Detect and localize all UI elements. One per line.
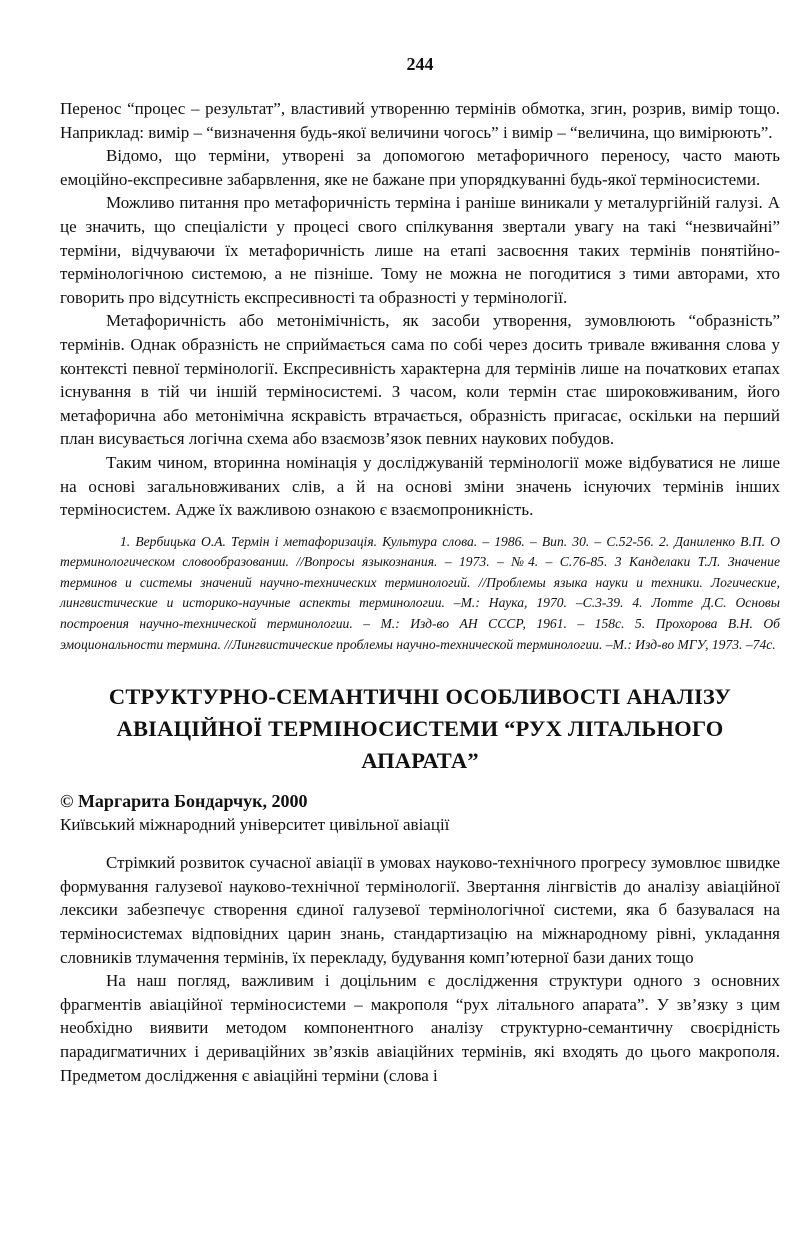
- article-title: СТРУКТУРНО-СЕМАНТИЧНІ ОСОБЛИВОСТІ АНАЛІЗУ АВІАЦІЙНОЇ ТЕРМІНОСИСТЕМИ “РУХ ЛІТАЛЬНОГО АПАРАТА”: [108, 684, 732, 774]
- article-body: [60, 851, 780, 1087]
- page-number: 244: [406, 54, 434, 74]
- paragraph: Можливо питання про метафоричність терміна і раніше виникали у металургійній галузі. А це значить, що спеціалісти у процесі свого спілкування звертали увагу на такі “незвичайні” терміни, відчуваючи їх метафоричність лише на етапі засвоєння таких термінів понятійно-термінологічною системою, а не пізніше. Тому не можна не погодитися з тими авторами, хто говорить про відсутність експресивності та образності у термінології.: [60, 193, 780, 307]
- author: © Маргарита Бондарчук, 2000: [60, 791, 308, 812]
- paragraph: Відомо, що терміни, утворені за допомогою метафоричного переносу, часто мають емоційно-експресивне забарвлення, яке не бажане при упорядкуванні будь-якої терміносистеми.: [60, 146, 780, 189]
- paragraph: Перенос “процес – результат”, властивий утворенню термінів обмотка, згин, розрив, вимір тощо. Наприклад: вимір – “визначення будь-якої величини чогось” і вимір – “величина, що вимірюють”.: [60, 99, 780, 142]
- affiliation: Київський міжнародний університет цивільної авіації: [60, 815, 450, 835]
- page: [60, 54, 780, 1087]
- paragraph: Стрімкий розвиток сучасної авіації в умовах науково-технічного прогресу зумовлює швидке формування галузевої науково-технічної термінології. Звертання лінгвістів до аналізу авіаційної лексики забезпечує створення єдиної галузевої термінологічної системи, яка б базувалася на терміносистемах відповідних царин знань, стандартизацію на міжнародному рівні, укладання словників тлумачення термінів, їх перекладу, будування комп’ютерної бази даних тощо: [60, 853, 780, 967]
- paragraph: Таким чином, вторинна номінація у досліджуваній термінології може відбуватися не лише на основі загальновживаних слів, а й на основі зміни значень існуючих термінів інших терміносистем. Адже їх важливою ознакою є взаємопроникність.: [60, 452, 780, 520]
- paragraph: На наш погляд, важливим і доцільним є дослідження структури одного з основних фрагментів авіаційної терміносистеми – макрополя “рух літального апарата”. У зв’язку з цим необхідно виявити методом компонентного аналізу структурно-семантичну своєрідність парадигматичних і дериваційних зв’язків авіаційних термінів, які входять до цього макрополя. Предметом дослідження є авіаційні терміни (слова і: [60, 971, 780, 1085]
- references: 1. Вербицька О.А. Термін і метафоризація. Культура слова. – 1986. – Вип. 30. – С.52-56. 2. Даниленко В.П. О терминологическом словообразовании. //Вопросы языкознания. – 1973. – №4. – С.76-85. 3 Канделаки Т.Л. Значение терминов и системы значений научно-технических терминологий. //Проблемы языка науки и техники. Логические, лингвистические и историко-научные аспекты терминологии. –М.: Наука, 1970. –С.3-39. 4. Лотте Д.С. Основы построения научно-технической терминологии. – М.: Изд-во АН СССР, 1961. – 158с. 5. Прохорова В.Н. Об эмоциональности термина. //Лингвистические проблемы научно-технической терминологии. –М.: Изд-во МГУ, 1973. –74с.: [60, 533, 780, 652]
- paragraph: Метафоричність або метонімічність, як засоби утворення, зумовлюють “образність” термінів. Однак образність не сприймається сама по собі через досить тривале вживання слова у контексті певної термінології. Експресивність характерна для термінів лише на початкових етапах існування в тій чи іншій терміносистемі. З часом, коли термін стає широковживаним, його метафорична або метонімічна яскравість втрачається, образність пригасає, оскільки на перший план висувається логічна схема або взаємозв’язок певних наукових побудов.: [60, 311, 780, 449]
